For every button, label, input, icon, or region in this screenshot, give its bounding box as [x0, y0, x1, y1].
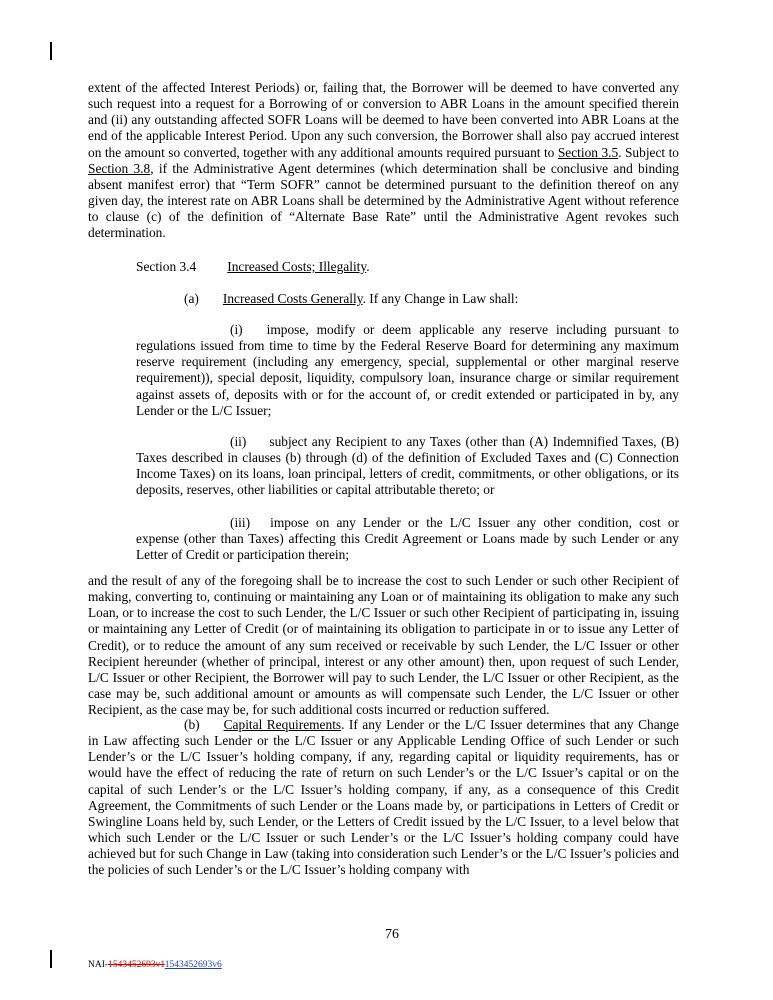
revision-change-bar: [50, 42, 52, 60]
clause-text: impose, modify or deem applicable any reserve including pursuant to regulations issued from time to time by the Federal Reserve Board for determining any maximum reserve requirement (including any emergency, special, supplemental or other marginal reserve requirement)), special deposit, liquidity, compulsory loan, insurance charge or similar requirement against assets of, deposits with or for the account of, or credit extended or participated in by, any Lender or the L/C Issuer;: [136, 322, 679, 418]
doc-id-prefix: NAI-: [88, 960, 109, 970]
doc-id-deleted-version: 1543452693v1: [108, 960, 165, 970]
subsection-text: . If any Change in Law shall:: [362, 291, 519, 306]
subsection-title: Increased Costs Generally: [222, 291, 363, 306]
subsection-label: (b): [184, 717, 200, 732]
document-id: [88, 960, 222, 970]
subsection-text: . If any Lender or the L/C Issuer determines that any Change in Law affecting such Lender or the L/C Issuer or any Applicable Lending Office of such Lender or such Lender’s or the L/C Issuer’s holding company, if any, regarding capital or liquidity requirements, has or would have the effect of reducing the rate of return on such Lender’s or the L/C Issuer’s capital or on the capital of such Lender’s or the L/C Issuer’s holding company, if any, as a consequence of this Credit Agreement, the Commitments of such Lender or the Loans made by, or participations in Letters of Credit or Swingline Loans held by, such Lender, or the Letters of Credit issued by the L/C Issuer, to a level below that which such Lender or the L/C Issuer or such Lender’s or the L/C Issuer’s holding company could have achieved but for such Change in Law (taking into consideration such Lender’s or the L/C Issuer’s policies and the policies of such Lender’s or the L/C Issuer’s holding company with: [88, 717, 679, 878]
revision-change-bar: [50, 950, 52, 968]
section-heading: [136, 259, 696, 275]
section-3-5-reference: Section 3.5: [557, 144, 619, 160]
clause-label: (ii): [230, 434, 247, 449]
continuation-paragraph: [88, 80, 679, 242]
section-title: Increased Costs; Illegality: [227, 259, 367, 274]
page-number: 76: [385, 927, 399, 942]
subsection-title: Capital Requirements: [223, 717, 342, 732]
section-3-8-reference: Section 3.8: [88, 160, 151, 176]
clause-label: (i): [230, 322, 243, 337]
result-paragraph: [88, 573, 679, 718]
clause-label: (iii): [230, 515, 251, 530]
paragraph-text: and the result of any of the foregoing shall be to increase the cost to such Lender or such other Recipient of making, converting to, continuing or maintaining any Loan or of maintaining its obligation to make any such Loan, or to increase the cost to such Lender, the L/C Issuer or such other Recipient of participating in, issuing or maintaining any Letter of Credit (or of maintaining its obligation to participate in or to issue any Letter of Credit), or to reduce the amount of any sum received or receivable by such Lender, the L/C Issuer or other Recipient hereunder (whether of principal, interest or any other amount) then, upon request of such Lender, L/C Issuer or other Recipient, the Borrower will pay to such Lender, the L/C Issuer or other Recipient, as the case may be, such additional amount or amounts as will compensate such Lender, the L/C Issuer or other Recipient, as the case may be, for such additional costs incurred or reduction suffered.: [88, 573, 679, 718]
paragraph-text: , if the Administrative Agent determines (which determination shall be conclusive and binding absent manifest error) that “Term SOFR” cannot be determined pursuant to the definition thereof on any given day, the interest rate on ABR Loans shall be determined by the Administrative Agent without reference to clause (c) of the definition of “Alternate Base Rate” until the Administrative Agent revokes such determination.: [88, 160, 679, 241]
doc-id-inserted-version: 1543452693v6: [164, 960, 222, 970]
clause-iii: [136, 515, 679, 563]
subsection-b: [88, 717, 679, 879]
section-number: Section 3.4: [136, 259, 197, 274]
section-title-end: .: [366, 259, 370, 274]
paragraph-text: . Subject to: [618, 144, 680, 160]
clause-i: [136, 322, 679, 419]
subsection-label: (a): [184, 291, 199, 306]
clause-ii: [136, 434, 679, 499]
clause-text: subject any Recipient to any Taxes (other than (A) Indemnified Taxes, (B) Taxes described in clauses (b) through (d) of the definition of Excluded Taxes and (C) Connection Income Taxes) on its loans, loan principal, letters of credit, commitments, or other obligations, or its deposits, reserves, other liabilities or capital attributable thereto; or: [136, 434, 679, 498]
subsection-a-heading: [184, 291, 684, 307]
paragraph-text: extent of the affected Interest Periods) or, failing that, the Borrower will be deemed to have converted any such request into a request for a Borrowing of or conversion to ABR Loans in the amount specified therein and (ii) any outstanding affected SOFR Loans will be deemed to have been converted into ABR Loans at the end of the applicable Interest Period. Upon any such conversion, the Borrower shall also pay accrued interest on the amount so converted, together with any additional amounts required pursuant to: [88, 80, 679, 160]
clause-text: impose on any Lender or the L/C Issuer any other condition, cost or expense (other than Taxes) affecting this Credit Agreement or Loans made by such Lender or any Letter of Credit or participation therein;: [136, 515, 679, 563]
